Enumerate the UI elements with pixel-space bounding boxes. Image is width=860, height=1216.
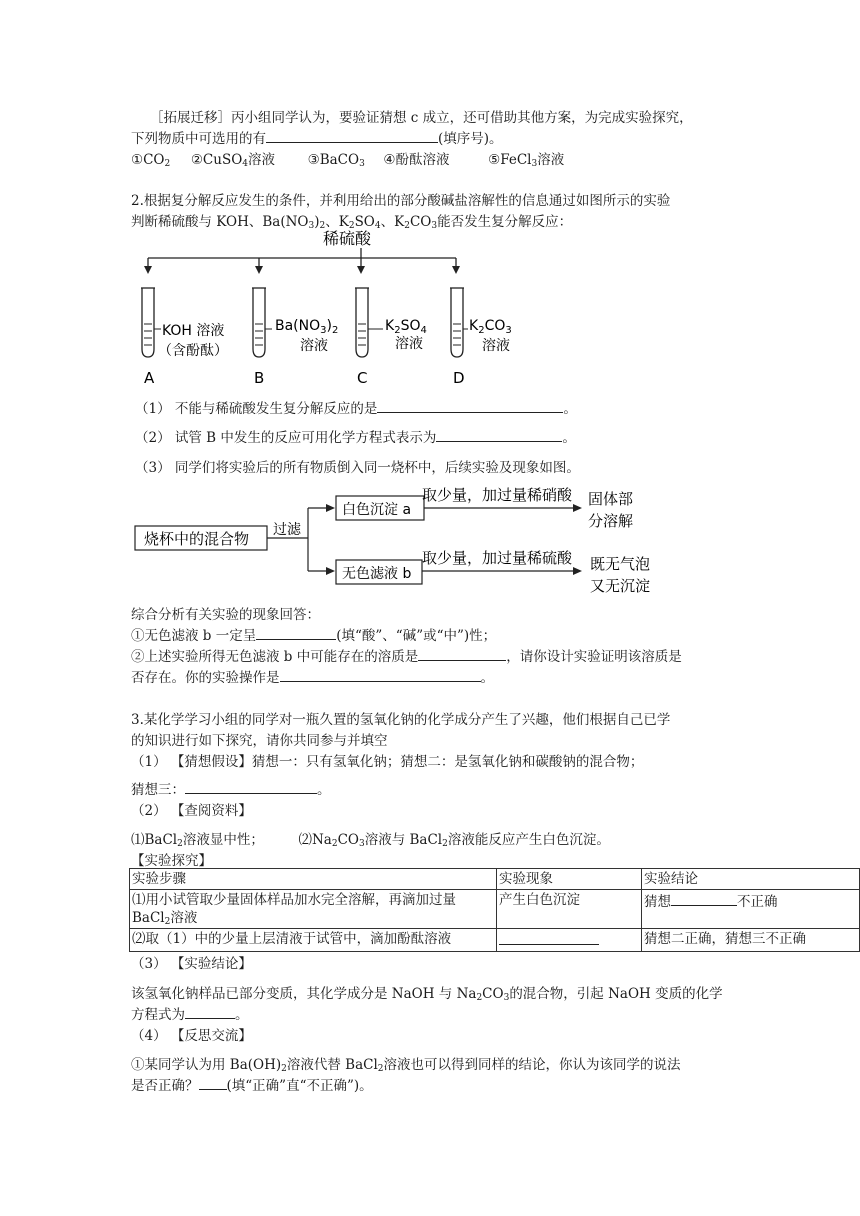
row1-step: ⑴用小试管取少量固体样品加水完全溶解，再滴加过量 BaCl$_2$溶液 [130, 890, 497, 929]
ext-line2 [131, 127, 503, 147]
tube-c-letter: C [357, 369, 368, 387]
q3-part4: （4） 【反思交流】 [131, 1028, 252, 1044]
answer-blank-q3-3[interactable] [499, 930, 599, 945]
q3-conclusion-line1: 该氢氧化钠样品已部分变质，其化学成分是 NaOH 与 $Na_2CO_3$的混合物，引起 NaOH 变质的化学 [131, 986, 723, 1003]
option-2: ②CuSO$_4$溶液 [190, 152, 276, 169]
result-top-1: 固体部 [588, 490, 634, 508]
q2-sub1: （1） 不能与稀硫酸发生复分解反应的是 。 [135, 397, 577, 417]
q2-answer-3: 否存在。你的实验操作是 。 [131, 666, 494, 686]
option-4: ④酚酞溶液 [383, 152, 450, 168]
option-1: $①CO_2$ [131, 152, 171, 169]
row2-step: ⑵取（1）中的少量上层清液于试管中，滴加酚酞溶液 [130, 929, 497, 952]
white-precipitate-label: 白色沉淀 a [342, 502, 412, 518]
q2-intro-line1: 2.根据复分解反应发生的条件，并利用给出的部分酸碱盐溶解性的信息通过如图所示的实验 [131, 193, 671, 209]
option-3: ③BaCO$_3$ [307, 152, 365, 169]
tube-a-letter: A [144, 369, 155, 387]
tube-b-letter: B [254, 369, 265, 387]
ext-options [131, 148, 564, 168]
flowchart-figure [130, 480, 670, 600]
q3-intro-line2: 的知识进行如下探究，请你共同参与并填空 [131, 733, 388, 749]
tube-b-label-1: $Ba(NO_3)_2$ [275, 318, 339, 336]
q3-conclusion-line2: 方程式为 。 [131, 1003, 249, 1023]
test-tube-figure [135, 224, 535, 390]
row1-conclusion: 猜想 不正确 [642, 890, 860, 929]
test-tube-d [450, 288, 468, 357]
test-tube-b [252, 288, 272, 357]
result-top-2: 分溶解 [588, 512, 634, 530]
arrow-d [452, 258, 460, 274]
row2-conclusion: 猜想二正确，猜想三不正确 [642, 929, 860, 952]
q3-part2: （2） 【查阅资料】 [131, 803, 252, 819]
answer-blank-q3-2[interactable] [671, 891, 737, 906]
answer-blank-q2-4[interactable] [418, 646, 506, 661]
dilute-sulfuric-acid-label: 稀硫酸 [323, 229, 372, 248]
q3-part1: （1） 【猜想假设】猜想一：只有氢氧化钠；猜想二：是氢氧化钠和碳酸钠的混合物； [131, 754, 644, 770]
header-conclusion: 实验结论 [642, 869, 860, 890]
answer-blank-q2-2[interactable] [436, 427, 562, 442]
arrow-c [357, 258, 365, 274]
header-step: 实验步骤 [130, 869, 497, 890]
ext-line2-text: 下列物质中可选用的有 [131, 131, 266, 147]
tube-d-label-2: 溶液 [482, 338, 510, 354]
table-header-row [130, 869, 860, 890]
experiment-table [129, 868, 860, 952]
tube-d-label-1: $K_2CO_3$ [469, 318, 512, 336]
step-bottom-label: 取少量，加过量稀硫酸 [422, 549, 573, 567]
tube-d-letter: D [453, 369, 465, 387]
table-row [130, 890, 860, 929]
q3-part3: （3） 【实验结论】 [131, 956, 252, 972]
q2-sub2: （2） 试管 B 中发生的反应可用化学方程式表示为 。 [135, 426, 576, 446]
result-bottom-2: 又无沉淀 [590, 577, 651, 595]
q3-intro-line1: 3.某化学学习小组的同学对一瓶久置的氢氧化钠的化学成分产生了兴趣，他们根据自己已学 [131, 712, 671, 728]
header-phenomenon: 实验现象 [497, 869, 642, 890]
step-top-label: 取少量，加过量稀硝酸 [422, 486, 573, 504]
answer-blank-q3-1[interactable] [185, 779, 317, 794]
row2-phenomenon [497, 929, 642, 952]
result-bottom-1: 既无气泡 [590, 555, 651, 573]
answer-blank-q2-5[interactable] [280, 667, 481, 682]
tube-b-label-2: 溶液 [300, 338, 328, 354]
q2-answer-1: ①无色滤液 b 一定呈 (填“酸”、“碱”或“中”)性； [131, 624, 496, 644]
table-row [130, 929, 860, 952]
answer-blank-q3-5[interactable] [199, 1075, 227, 1090]
q3-explore-heading: 【实验探究】 [131, 853, 212, 869]
arrow-b [255, 258, 263, 274]
test-tube-c [355, 288, 383, 357]
q3-reflection-line1: ①某同学认为用 $Ba(OH)_2$溶液代替 BaCl$_2$溶液也可以得到同样的结论，你认为该同学的说法 [131, 1057, 681, 1074]
q3-info [131, 828, 610, 848]
info-1: ⑴BaCl$_2$溶液显中性； [131, 832, 264, 849]
answer-blank-q2-3[interactable] [256, 625, 336, 640]
q2-intro-line2: 判断稀硫酸与 KOH、$Ba(NO_3)_2$、$K_2SO_4$、$K_2CO_3$能否发生复分解反应： [131, 214, 573, 231]
q2-summary: 综合分析有关实验的现象回答： [131, 607, 320, 623]
answer-blank-ext[interactable] [266, 128, 438, 143]
filter-label: 过滤 [273, 522, 301, 538]
q3-reflection-line2: 是否正确？ (填“正确”直“不正确”)。 [131, 1074, 373, 1094]
clear-filtrate-label: 无色滤液 b [342, 566, 412, 582]
tube-a-label-2: （含酚酞） [158, 343, 228, 359]
q2-answer-2: ②上述实验所得无色滤液 b 中可能存在的溶质是 ，请你设计实验证明该溶质是 [131, 645, 682, 665]
answer-blank-q2-1[interactable] [377, 398, 563, 413]
option-5: ⑤FeCl$_3$溶液 [488, 152, 565, 169]
ext-line2-end: (填序号)。 [438, 131, 503, 147]
tube-c-label-2: 溶液 [395, 336, 423, 352]
info-2: $⑵Na_2CO_3$溶液与 BaCl$_2$溶液能反应产生白色沉淀。 [298, 832, 610, 849]
tube-c-label-1: $K_2SO_4$ [385, 318, 427, 336]
mixture-label: 烧杯中的混合物 [144, 530, 250, 548]
ext-line1: ［拓展迁移］丙小组同学认为，要验证猜想 c 成立，还可借助其他方案，为完成实验探究， [150, 110, 693, 126]
q2-sub3: （3） 同学们将实验后的所有物质倒入同一烧杯中，后续实验及现象如图。 [135, 460, 580, 476]
arrow-a [144, 258, 152, 274]
tube-a-label-1: KOH 溶液 [162, 323, 225, 339]
row1-phenomenon: 产生白色沉淀 [497, 890, 642, 929]
q3-part1-guess3: 猜想三： 。 [131, 778, 331, 798]
answer-blank-q3-4[interactable] [185, 1004, 235, 1019]
